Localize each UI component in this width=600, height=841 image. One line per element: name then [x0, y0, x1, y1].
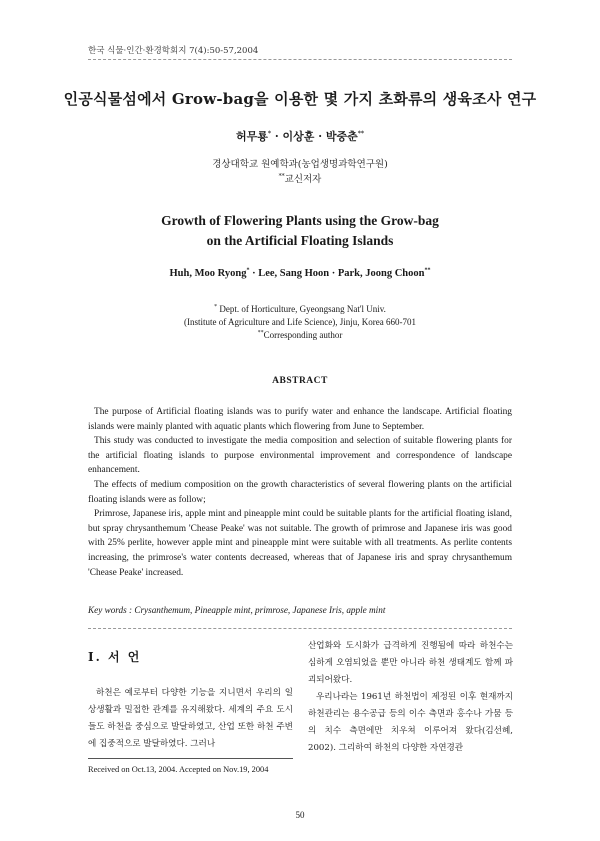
footnote-divider [88, 758, 293, 759]
authors-rest-korean: · 이상훈 · 박중춘 [271, 130, 358, 143]
title-english-line1: Growth of Flowering Plants using the Grow-bag [161, 213, 439, 228]
page-number: 50 [295, 810, 305, 820]
authors-rest-english-mark: ** [424, 267, 431, 274]
section-title-introduction: Ⅰ. 서 언 [88, 650, 142, 664]
author-1-english-mark: * [246, 267, 250, 274]
affiliation-korean-line1: 경상대학교 원예학과(농업생명과학연구원) [212, 159, 388, 170]
authors-rest-english: · Lee, Sang Hoon · Park, Joong Choon [249, 268, 425, 279]
affiliation-english-mark1: * [214, 304, 218, 310]
author-3-mark: ** [357, 130, 365, 138]
abstract-heading: ABSTRACT [272, 376, 328, 386]
corresponding-mark-korean: ** [278, 172, 285, 180]
affiliation-korean [60, 157, 540, 187]
left-column [88, 638, 293, 753]
intro-paragraph-right-2: 우리나라는 1961년 하천법이 제정된 이후 현재까지 하천관리는 용수공급 등의 이수 측면과 홍수나 가뭄 등의 치수 측면에만 치우쳐 이루어져 왔다(김선혜, 2002). 그리하여 하천의 다양한 자연경관 [308, 692, 513, 753]
header-divider [88, 59, 512, 60]
affiliation-english-line1: Dept. of Horticulture, Gyeongsang Nat'l Univ. [217, 304, 386, 314]
abstract-body [88, 405, 512, 580]
author-1-mark: * [267, 130, 271, 138]
section-divider [88, 628, 512, 629]
abstract-paragraph: The purpose of Artificial floating islands was to purify water and enhance the landscape. Artificial floating islands were mainly planted with aquatic plants which flowering from June to September. [88, 407, 512, 432]
abstract-paragraph: This study was conducted to investigate the media composition and selection of suitable flowering plants for the artificial floating islands to purpose environmental improvement and correspondence of landscape enhancement. [88, 436, 512, 476]
received-date: Received on Oct.13, 2004. Accepted on Nov.19, 2004 [88, 765, 269, 774]
authors-english [60, 268, 540, 279]
affiliation-english [60, 303, 540, 342]
intro-paragraph-left: 하천은 예로부터 다양한 기능을 지니면서 우리의 일상생활과 밀접한 관계를 유지해왔다. 세계의 주요 도시들도 하천을 중심으로 발달하였고, 산업 또한 하천 주변에 집중적으로 발달하였다. 그러나 [88, 688, 293, 749]
title-korean: 인공식물섬에서 Grow-bag을 이용한 몇 가지 초화류의 생육조사 연구 [63, 90, 537, 108]
abstract-paragraph: Primrose, Japanese iris, apple mint and pineapple mint could be suitable plants for the artificial floating island, but spray chrysanthemum 'Chease Peake' was not suitable. The growth of primrose and Japanese iris was good with 25% perlite, however apple mint and pineapple mint were suitable with all treatments. As perlite contents increasing, the primrose's water contents decreased, whereas that of Japanese iris and spray chrysanthemum 'Chease Peake' increased. [88, 509, 512, 578]
journal-header: 한국 식물·인간·환경학회지 7(4):50-57,2004 [88, 46, 259, 56]
affiliation-english-line2: (Institute of Agriculture and Life Science), Jinju, Korea 660-701 [184, 317, 416, 327]
intro-paragraph-right-1: 산업화와 도시화가 급격하게 진행됨에 따라 하천수는 심하게 오염되었을 뿐만 아니라 하천 생태계도 함께 파괴되어왔다. [308, 641, 513, 685]
authors-korean [60, 128, 540, 144]
abstract-paragraph: The effects of medium composition on the growth characteristics of several flowering plants on the artificial floating islands were as follow; [88, 479, 512, 505]
affiliation-korean-line2: 교신저자 [284, 174, 322, 185]
author-1-korean: 허무룡 [235, 130, 268, 143]
keywords: Key words : Crysanthemum, Pineapple mint, primrose, Japanese Iris, apple mint [88, 605, 386, 615]
title-english-line2: on the Artificial Floating Islands [206, 233, 394, 248]
author-1-english: Huh, Moo Ryong [169, 268, 247, 279]
right-column [308, 638, 513, 757]
affiliation-english-line3: Corresponding author [263, 330, 343, 340]
affiliation-english-mark2: ** [257, 330, 264, 336]
title-english [60, 211, 540, 251]
